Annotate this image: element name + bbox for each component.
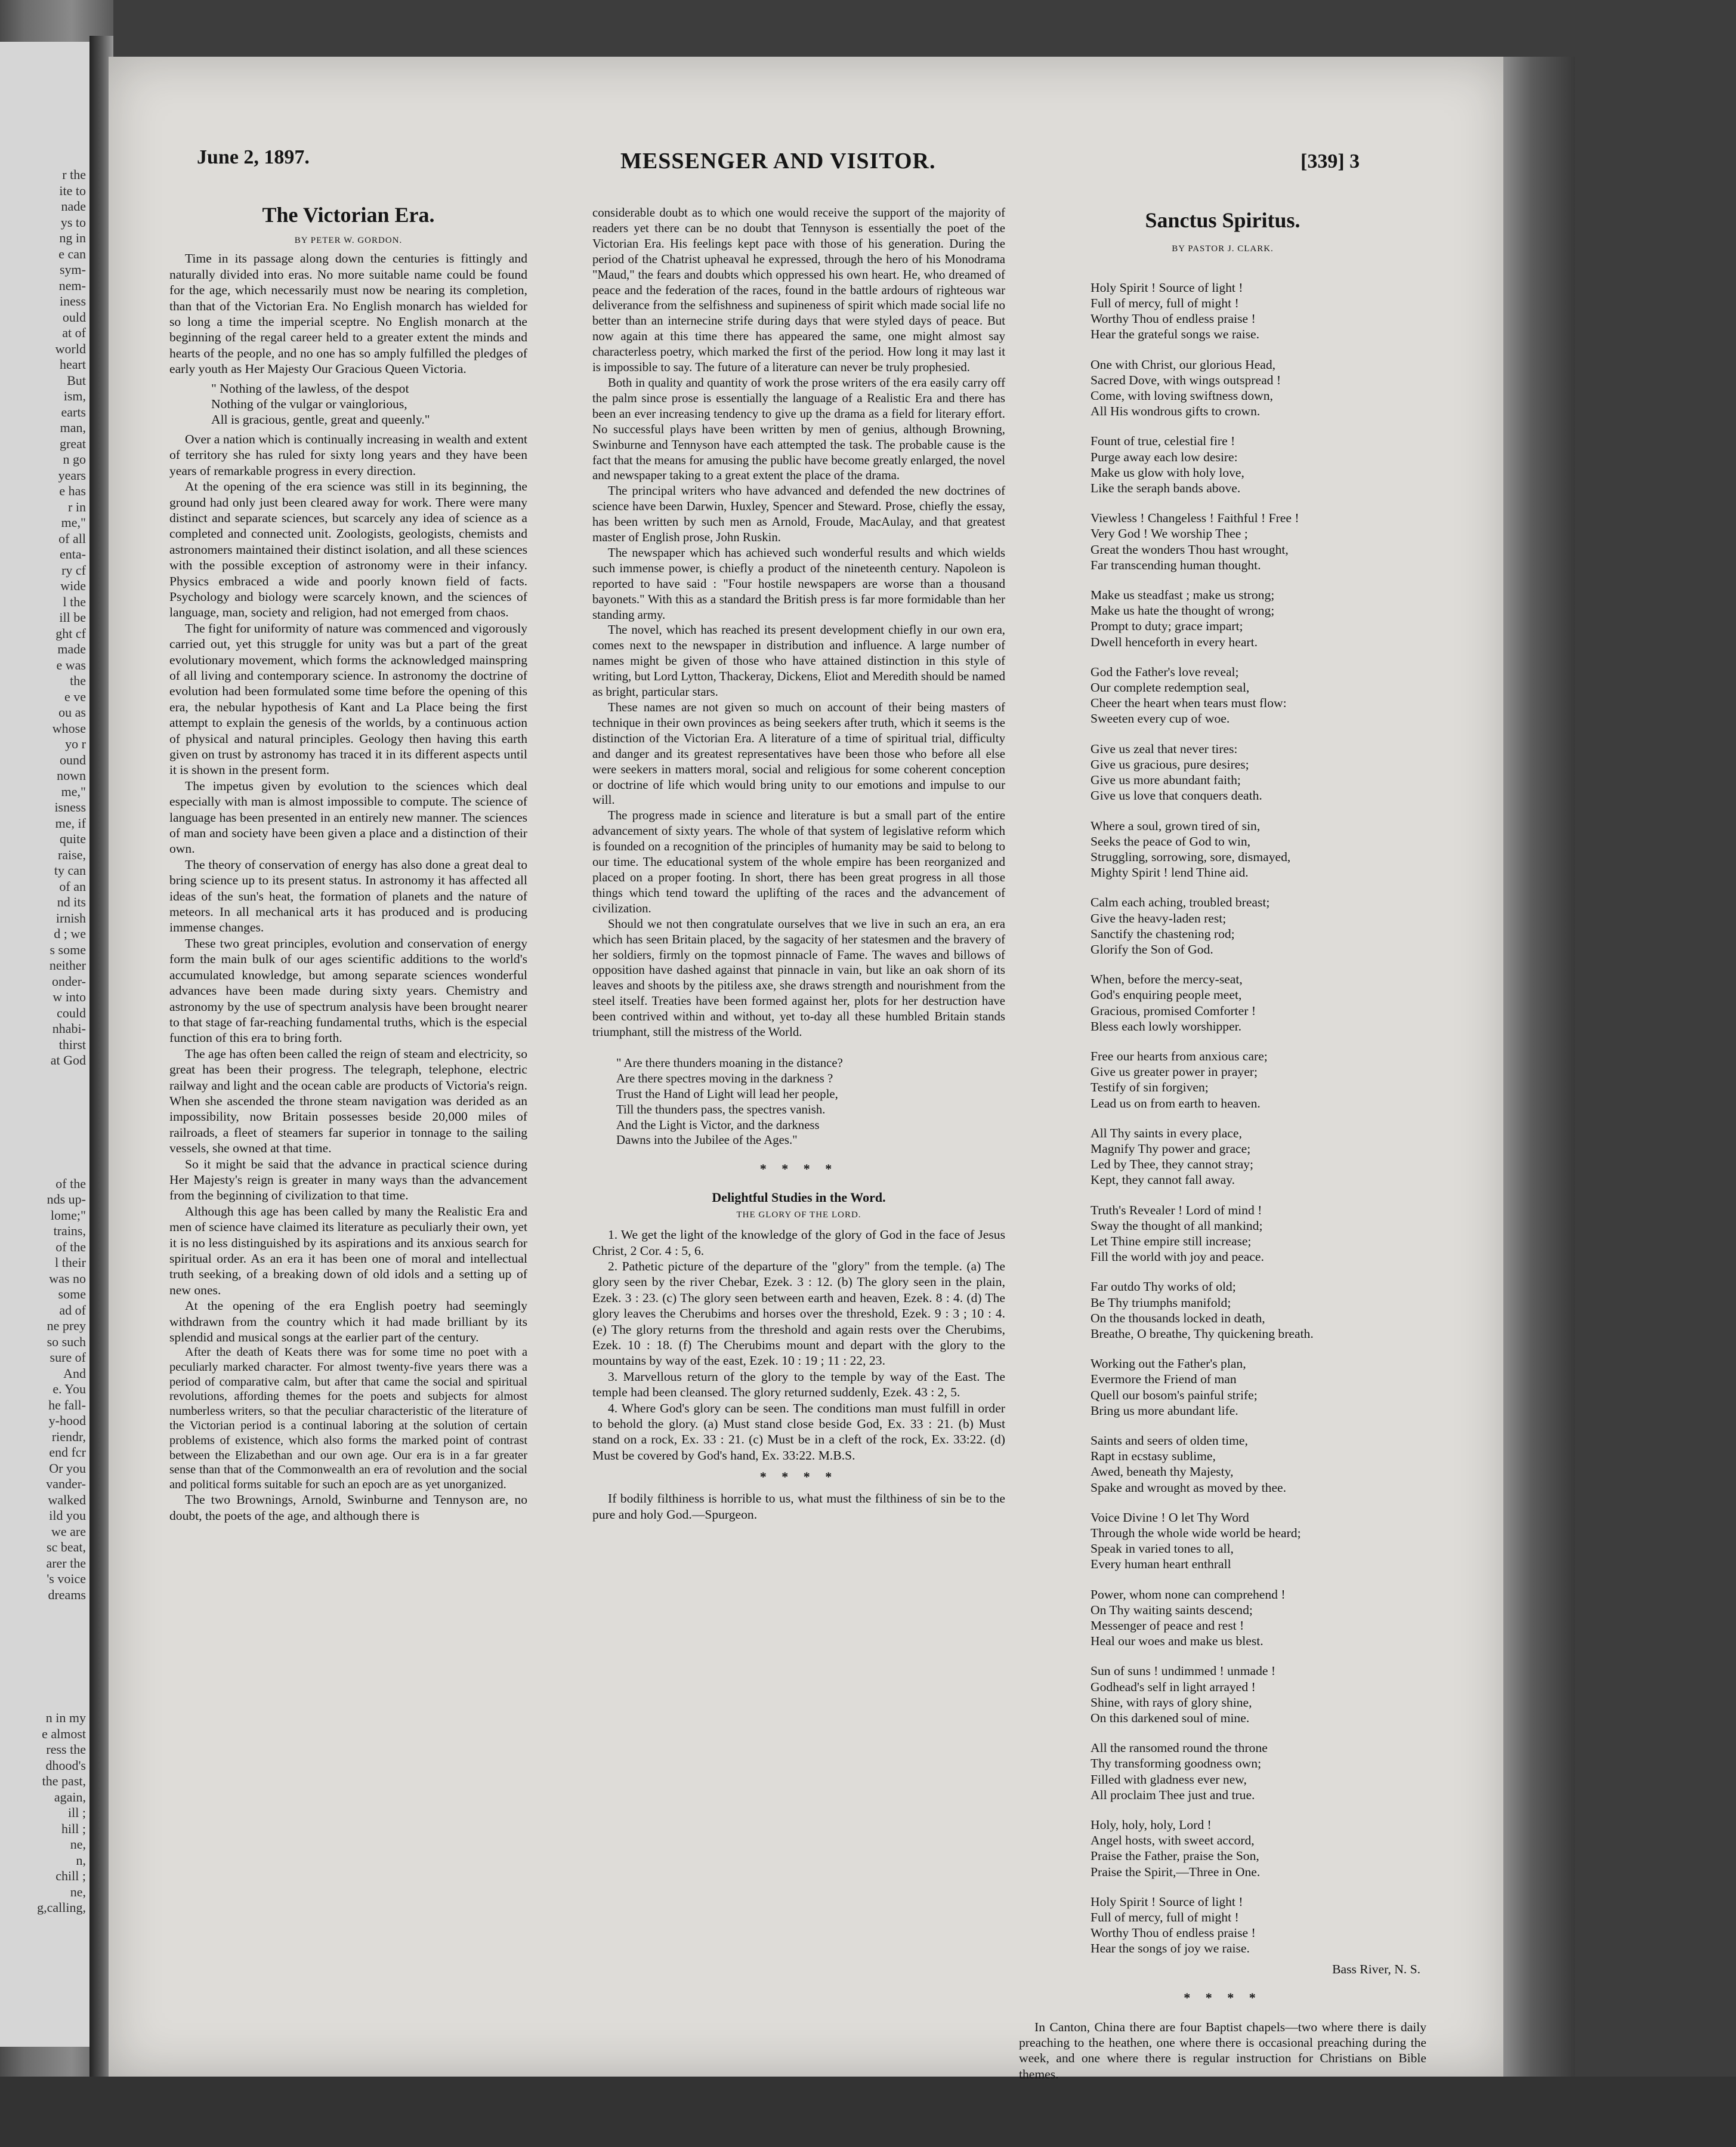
column-1 bbox=[169, 200, 527, 1523]
fragment-line: 's voice bbox=[47, 1571, 86, 1586]
fragment-line: l the bbox=[63, 594, 86, 609]
poem-body bbox=[1019, 280, 1426, 1957]
fragment-line: thirst bbox=[58, 1037, 86, 1052]
column-2 bbox=[592, 205, 1005, 1522]
fragment-line: wide bbox=[60, 578, 86, 593]
fragment-line: of an bbox=[59, 878, 86, 894]
poem-line: Viewless ! Changeless ! Faithful ! Free ! bbox=[1091, 511, 1299, 526]
fragment-line: ound bbox=[60, 752, 86, 767]
section-divider: * * * * bbox=[759, 1469, 838, 1485]
paragraph: Although this age has been called by many the Realistic Era and men of science have claimed its literature as peculiarly their own, yet it is no less distinguished by its aspirations and its anxious search for spiritual order. As an era it has been one of moral and intellectual truth seeking, of a breaking down of old idols and a setting up of new ones. bbox=[169, 1204, 527, 1297]
fragment-line: sure of bbox=[50, 1350, 86, 1365]
fragment-line: years bbox=[58, 467, 86, 483]
poem-line: Holy Spirit ! Source of light ! bbox=[1091, 1894, 1243, 1909]
fragment-line: quite bbox=[60, 831, 86, 846]
stanza bbox=[1091, 818, 1426, 881]
poem-line: Magnify Thy power and grace; bbox=[1091, 1141, 1251, 1156]
masthead-title: MESSENGER AND VISITOR. bbox=[620, 149, 936, 174]
poem-line: Messenger of peace and rest ! bbox=[1091, 1618, 1244, 1633]
poem-line: God's enquiring people meet, bbox=[1091, 988, 1242, 1002]
fragment-line: ne, bbox=[70, 1884, 86, 1899]
fragment-line: man, bbox=[60, 420, 86, 435]
poem-line: Spake and wrought as moved by thee. bbox=[1091, 1480, 1287, 1495]
fragment-line: me, if bbox=[55, 815, 86, 831]
paragraph: The novel, which has reached its present development chiefly in our own era, comes next to the newspaper in distribution and influence. A large number of names might be given of those who have attained distinction in this style of writing, but Lord Lytton, Thackeray, Dickens, Eliot and Meredith should be named as bright, particular stars. bbox=[592, 623, 1005, 699]
poem-line: Bring us more abundant life. bbox=[1091, 1403, 1238, 1418]
list-item: 2. Pathetic picture of the departure of the "glory" from the temple. (a) The glory seen by the river Chebar, Ezek. 3 : 12. (b) The glory seen in the plain, Ezek. 3 : 23. (c) The glory seen between earth and heaven, Ezek. 8 : 4. (d) The glory leaves the Cherubims and horses over the threshold, Ezek. 9 : 3 ; 10 : 4. (e) The glory returns from the threshold and again rests over the Cherubims, Ezek. 10 : 18. (f) The Cherubims mount and depart with the glory to the mountains by way of the east, Ezek. 10 : 19 ; 11 : 22, 23. bbox=[592, 1258, 1005, 1368]
poem-line: Bless each lowly worshipper. bbox=[1091, 1019, 1242, 1034]
poem-line: Quell our bosom's painful strife; bbox=[1091, 1387, 1258, 1402]
fragment-line: sym- bbox=[60, 262, 86, 277]
stanza bbox=[1091, 1279, 1426, 1341]
verse-line: Nothing of the vulgar or vainglorious, bbox=[211, 397, 407, 412]
poem-line: Give us gracious, pure desires; bbox=[1091, 757, 1249, 772]
fragment-line: he fall- bbox=[48, 1397, 86, 1412]
fragment-line: ill ; bbox=[68, 1805, 86, 1820]
fragment-line: me," bbox=[61, 783, 86, 799]
stanza bbox=[1091, 1894, 1426, 1957]
poem-line: Where a soul, grown tired of sin, bbox=[1091, 818, 1261, 833]
fragment-line: ite to bbox=[59, 183, 86, 198]
list-item: 1. We get the light of the knowledge of the glory of God in the face of Jesus Christ, 2 Cor. 4 : 5, 6. bbox=[592, 1227, 1005, 1258]
poem-line: Working out the Father's plan, bbox=[1091, 1356, 1246, 1371]
poem-line: All the ransomed round the throne bbox=[1091, 1741, 1268, 1756]
verse-line: And the Light is Victor, and the darkness bbox=[616, 1118, 820, 1132]
poem-line: Fill the world with joy and peace. bbox=[1091, 1250, 1264, 1264]
fragment-line: so such bbox=[47, 1334, 86, 1349]
poem-line: Power, whom none can comprehend ! bbox=[1091, 1587, 1286, 1602]
fragment-line: at of bbox=[62, 325, 86, 340]
previous-page-fragments bbox=[37, 167, 86, 1916]
poem-line: Led by Thee, they cannot stray; bbox=[1091, 1157, 1254, 1172]
paragraph: Both in quality and quantity of work the prose writers of the era easily carry off the palm since prose is essentially the language of a Realistic Era and there has been an ever increasing tendency to give up the drama as a field for literary effort. No successful plays have been written by men of genius, although Browning, Swinburne and Tennyson have each attempted the task. The probable cause is the fact that the means for amusing the public have become greatly enlarged, the novel and newspaper taking to a great extent the place of the drama. bbox=[592, 375, 1005, 483]
paragraph: The progress made in science and literature is but a small part of the entire advancement of sixty years. The whole of that system of legislative reform which is founded on a recognition of the principles of humanity may be said to belong to our time. The educational system of the whole empire has been reorganized and placed on a proper footing. In short, there has been great progress in all those things which tend toward the uplifting of the races and the advancement of civilization. bbox=[592, 809, 1005, 915]
poem-line: Be Thy triumphs manifold; bbox=[1091, 1295, 1231, 1310]
column-3 bbox=[1019, 200, 1426, 2082]
paragraph: At the opening of the era science was still in its beginning, the ground had only just been cleared away for work. There were many distinct and separate sciences, but scarcely any idea of science as a completed and connected unit. Zoologists, geologists, chemists and astronomers maintained their distinct isolation, and all these sciences with the possible exception of astronomy were in their infancy. Physics embraced a wide and poorly known field of facts. Psychology and biology were scarcely known, and the sciences of language, man, society and religion, had not emerged from chaos. bbox=[169, 479, 527, 620]
poem-line: Evermore the Friend of man bbox=[1091, 1372, 1237, 1387]
poem-line: Prompt to duty; grace impart; bbox=[1091, 619, 1243, 634]
poem-line: All Thy saints in every place, bbox=[1091, 1125, 1242, 1140]
fragment-line: ne prey bbox=[47, 1318, 86, 1333]
stanza bbox=[1091, 510, 1426, 573]
poem-line: Far transcending human thought. bbox=[1091, 557, 1261, 572]
poem-line: God the Father's love reveal; bbox=[1091, 664, 1239, 679]
poem-line: Give the heavy-laden rest; bbox=[1091, 911, 1227, 926]
fragment-line: was no bbox=[49, 1270, 86, 1286]
poem-line: Free our hearts from anxious care; bbox=[1091, 1048, 1268, 1063]
article-subtitle: THE GLORY OF THE LORD. bbox=[736, 1210, 861, 1220]
paragraph: considerable doubt as to which one would receive the support of the majority of readers yet there can be no doubt that Tennyson is essentially the poet of the Victorian Era. His feelings kept pace with those of his generation. During the period of the Chatrist upheaval he expressed, through the hero of his Monodrama "Maud," the fears and doubts which oppressed his own heart. He, who dreamed of peace and the federation of the races, found in the battle ardours of righteous war deliverance from the selfishness and supineness of spirit which made social life no better than an internecine strife during days that were styled days of peace. But now again at this time there has appeared the same, one might almost say characterless poetry, which marked the first of the period. How long it may last it is impossible to say. The future of a literature can never be truly prophesied. bbox=[592, 206, 1005, 375]
poem-line: Cheer the heart when tears must flow: bbox=[1091, 696, 1287, 711]
poem-line: Worthy Thou of endless praise ! bbox=[1091, 311, 1256, 326]
fragment-line: hill ; bbox=[61, 1821, 86, 1836]
poem-line: Calm each aching, troubled breast; bbox=[1091, 895, 1270, 910]
book-page-edges bbox=[1503, 57, 1575, 2077]
poem-line: Let Thine empire still increase; bbox=[1091, 1233, 1252, 1248]
fragment-line: d ; we bbox=[54, 926, 86, 941]
poem-line: Very God ! We worship Thee ; bbox=[1091, 526, 1248, 541]
fragment-line: n go bbox=[63, 452, 86, 467]
fragment-line: world bbox=[55, 341, 86, 356]
poem-line: Mighty Spirit ! lend Thine aid. bbox=[1091, 865, 1249, 880]
fragment-line: of the bbox=[55, 1176, 86, 1191]
fragment-line: enta- bbox=[60, 547, 86, 562]
fragment-line: ne, bbox=[70, 1837, 86, 1852]
fragment-line: r the bbox=[62, 167, 86, 182]
poem-line: Fount of true, celestial fire ! bbox=[1091, 434, 1235, 449]
verse-line: All is gracious, gentle, great and queenly." bbox=[211, 412, 430, 427]
poem-line: On the thousands locked in death, bbox=[1091, 1310, 1265, 1325]
poem-line: Full of mercy, full of might ! bbox=[1091, 1910, 1239, 1925]
article-title: Delightful Studies in the Word. bbox=[712, 1190, 886, 1205]
fragment-line: at God bbox=[50, 1053, 86, 1068]
poem-line: Truth's Revealer ! Lord of mind ! bbox=[1091, 1202, 1262, 1217]
news-note: In Canton, China there are four Baptist chapels—two where there is daily preaching to the heathen, one where there is occasional preaching during the week, and one where there is regular instruction for Christians on Bible themes. bbox=[1019, 2019, 1426, 2081]
fragment-line: And bbox=[63, 1365, 86, 1381]
fragment-line: the bbox=[70, 673, 86, 688]
paragraph: After the death of Keats there was for some time no poet with a peculiarly marked character. For almost twenty-five years there was a period of comparative calm, but after that came the social and spiritual revolutions, affording themes for the poets and subjects for almost numberless writers, so that the peculiar characteristic of the literature of the Victorian period is a continual laboring at the solution of certain problems of existence, which also forms the marked point of contrast between the Elizabethan and our own age. Our era is in a far greater sense than that of the Commonwealth an era of revolution and the social and political forms suitable for such an epoch are as yet unorganized. bbox=[169, 1346, 527, 1491]
verse-line: " Are there thunders moaning in the distance? bbox=[616, 1056, 843, 1070]
fragment-line: walked bbox=[48, 1492, 86, 1507]
fragment-line: ry cf bbox=[61, 562, 86, 578]
poem-line: Every human heart enthrall bbox=[1091, 1557, 1231, 1572]
fragment-line: the past, bbox=[42, 1773, 86, 1788]
fragment-line: ad of bbox=[59, 1302, 86, 1318]
poem-byline: BY PASTOR J. CLARK. bbox=[1172, 244, 1274, 254]
poem-line: Kept, they cannot fall away. bbox=[1091, 1173, 1235, 1187]
paragraph: The theory of conservation of energy has also done a great deal to bring science up to its present status. In astronomy it has affected all ideas of the sun's heat, the formation of planets and the nature of meteors. In all mechanical arts it has produced and is producing immense changes. bbox=[169, 857, 527, 935]
poem-line: All His wondrous gifts to crown. bbox=[1091, 404, 1261, 419]
fragment-line: of all bbox=[58, 530, 86, 546]
fragment-line: sc beat, bbox=[47, 1540, 86, 1554]
stanza bbox=[1091, 1125, 1426, 1188]
poem-line: Struggling, sorrowing, sore, dismayed, bbox=[1091, 849, 1291, 864]
fragment-line: of the bbox=[55, 1239, 86, 1254]
poem-line: Seeks the peace of God to win, bbox=[1091, 834, 1251, 849]
article-byline: BY PETER W. GORDON. bbox=[294, 236, 403, 245]
fragment-line: whose bbox=[52, 720, 86, 736]
stanza bbox=[1091, 664, 1426, 727]
article-title: The Victorian Era. bbox=[262, 203, 435, 227]
poem-line: Give us greater power in prayer; bbox=[1091, 1065, 1258, 1079]
paragraph: These names are not given so much on account of their being masters of technique in their own provinces as being seekers after truth, which it seems is the distinction of the Victorian Era. A literature of a time of spiritual trial, difficulty and danger and its greatest representatives have been those who before all else were seekers in matters moral, social and religious for some coherent conception or doctrine of life which would bring unity to our emotions and impulse to our will. bbox=[592, 701, 1005, 807]
fragment-line: could bbox=[57, 1005, 86, 1020]
fragment-line: made bbox=[57, 641, 86, 656]
fragment-line: e can bbox=[58, 246, 86, 261]
poem-line: Great the wonders Thou hast wrought, bbox=[1091, 542, 1289, 557]
poem-line: Angel hosts, with sweet accord, bbox=[1091, 1833, 1255, 1848]
poem-line: Shine, with rays of glory shine, bbox=[1091, 1695, 1252, 1710]
fragment-line: r in bbox=[68, 499, 86, 514]
quoted-verse bbox=[616, 1056, 1005, 1148]
scan-background-bottom bbox=[0, 2077, 1736, 2147]
poem-line: Far outdo Thy works of old; bbox=[1091, 1279, 1236, 1294]
fragment-line: we are bbox=[51, 1523, 86, 1539]
poem-line: Voice Divine ! O let Thy Word bbox=[1091, 1510, 1249, 1525]
fragment-line: great bbox=[60, 436, 86, 451]
fragment-line: l their bbox=[55, 1255, 86, 1270]
verse-line: Till the thunders pass, the spectres vanish. bbox=[616, 1102, 826, 1116]
fragment-line: dreams bbox=[48, 1587, 86, 1602]
fragment-line: lome;" bbox=[50, 1207, 86, 1223]
fragment-line: n, bbox=[76, 1852, 86, 1868]
paragraph: Over a nation which is continually increasing in wealth and extent of territory she has ruled for sixty long years and they have been years of remarkable progress in every direction. bbox=[169, 431, 527, 478]
issue-date: June 2, 1897. bbox=[197, 146, 310, 168]
poem-line: Heal our woes and make us blest. bbox=[1091, 1634, 1264, 1649]
fragment-line: some bbox=[58, 1287, 86, 1301]
paragraph: The newspaper which has achieved such wonderful results and which wields such immense power, is chiefly a product of the nineteenth century. Napoleon is reported to have said : "Four hostile newspapers are worse than a thousand bayonets." With this as a standard the British press is far more formidable than her standing army. bbox=[592, 545, 1005, 622]
poem-line: Holy Spirit ! Source of light ! bbox=[1091, 280, 1243, 295]
verse-line: Are there spectres moving in the darkness ? bbox=[616, 1071, 833, 1085]
fragment-line: Or you bbox=[49, 1460, 86, 1476]
poem-line: Full of mercy, full of might ! bbox=[1091, 296, 1239, 311]
fragment-line: nade bbox=[61, 199, 86, 214]
fragment-line: e. You bbox=[52, 1381, 86, 1396]
poem-line: Testify of sin forgiven; bbox=[1091, 1080, 1209, 1095]
poem-line: Breathe, O breathe, Thy quickening breath. bbox=[1091, 1326, 1314, 1341]
fragment-line: ng in bbox=[59, 230, 86, 245]
poem-line: Come, with loving swiftness down, bbox=[1091, 388, 1273, 403]
quoted-verse bbox=[211, 381, 527, 428]
quotation: If bodily filthiness is horrible to us, what must the filthiness of sin be to the pure and holy God.—Spurgeon. bbox=[592, 1491, 1005, 1522]
poem-line: Praise the Spirit,—Three in One. bbox=[1091, 1864, 1261, 1879]
paragraph: Time in its passage along down the centuries is fittingly and naturally divided into eras. No more suitable name could be found for the age, which necessarily must now be nearing its completion, than that of the Victorian Era. No English monarch has wielded for so long a time the imperial sceptre. No English monarch at the beginning of the regal career held to a greater extent the minds and hearts of the people, and no one has so amply fulfilled the pledges of early youth as Her Majesty Our Gracious Queen Victoria. bbox=[169, 251, 527, 377]
poem-line: Dwell henceforth in every heart. bbox=[1091, 634, 1258, 649]
fragment-line: ty can bbox=[54, 863, 86, 878]
previous-page-edge bbox=[0, 42, 89, 2047]
fragment-line: ild you bbox=[49, 1508, 86, 1523]
poem-line: Rapt in ecstasy sublime, bbox=[1091, 1449, 1216, 1464]
fragment-line: nd its bbox=[57, 894, 86, 909]
stanza bbox=[1091, 1433, 1426, 1495]
poem-line: Sun of suns ! undimmed ! unmade ! bbox=[1091, 1664, 1276, 1679]
poem-line: Hear the songs of joy we raise. bbox=[1091, 1941, 1250, 1956]
poem-line: Purge away each low desire: bbox=[1091, 449, 1238, 464]
stanza bbox=[1091, 971, 1426, 1034]
fragment-line bbox=[37, 1069, 86, 1176]
stanza bbox=[1091, 433, 1426, 496]
poem-line: On Thy waiting saints descend; bbox=[1091, 1602, 1253, 1617]
poem-line: Make us hate the thought of wrong; bbox=[1091, 603, 1275, 618]
poem-line: Sweeten every cup of woe. bbox=[1091, 711, 1230, 726]
page-number: [339] 3 bbox=[1301, 150, 1360, 172]
poem-line: Speak in varied tones to all, bbox=[1091, 1541, 1234, 1556]
poem-line: On this darkened soul of mine. bbox=[1091, 1711, 1250, 1726]
poem-line: Our complete redemption seal, bbox=[1091, 680, 1250, 695]
fragment-line: chill ; bbox=[55, 1868, 86, 1883]
stanza bbox=[1091, 587, 1426, 650]
fragment-line: ould bbox=[62, 309, 86, 325]
poem-line: Make us steadfast ; make us strong; bbox=[1091, 588, 1275, 603]
fragment-line: n in my bbox=[45, 1710, 86, 1725]
poem-line: All proclaim Thee just and true. bbox=[1091, 1787, 1255, 1802]
fragment-line: dhood's bbox=[45, 1757, 86, 1773]
poem-line: Hear the grateful songs we raise. bbox=[1091, 327, 1260, 342]
fragment-line: neither bbox=[49, 958, 86, 973]
fragment-line: ress the bbox=[46, 1742, 86, 1757]
fragment-line: me," bbox=[61, 515, 86, 530]
fragment-line: iness bbox=[60, 294, 86, 309]
stanza bbox=[1091, 1048, 1426, 1111]
fragment-line: ill be bbox=[59, 610, 86, 625]
poem-title: Sanctus Spiritus. bbox=[1145, 208, 1301, 232]
fragment-line: end fcr bbox=[49, 1445, 86, 1460]
fragment-line: e ve bbox=[64, 689, 86, 704]
poem-line: Lead us on from earth to heaven. bbox=[1091, 1096, 1261, 1110]
stanza bbox=[1091, 280, 1426, 343]
poem-line: Through the whole wide world be heard; bbox=[1091, 1526, 1301, 1541]
fragment-line: isness bbox=[54, 800, 86, 815]
paragraph: These two great principles, evolution and conservation of energy form the main bulk of our ages scientific additions to the world's accumulated knowledge, but among separate sciences wonderful advances have been made during sixty years. Chemistry and astronomy by the use of spectrum analysis have been brought nearer to that stage of far-reaching fundamental truths, which is the especial function of this era to bring forth. bbox=[169, 936, 527, 1045]
stanza bbox=[1091, 1510, 1426, 1572]
fragment-line: e was bbox=[56, 657, 86, 673]
fragment-line: again, bbox=[54, 1789, 86, 1804]
list-item: 3. Marvellous return of the glory to the temple by way of the East. The temple had been cleansed. The glory returned suddenly, Ezek. 43 : 2, 5. bbox=[592, 1369, 1005, 1400]
fragment-line: raise, bbox=[57, 847, 86, 862]
paragraph: At the opening of the era English poetry had seemingly withdrawn from the country which it had made brilliant by its splendid and musical songs at the earlier part of the century. bbox=[169, 1298, 527, 1345]
poem-line: Sacred Dove, with wings outspread ! bbox=[1091, 372, 1281, 387]
fragment-line: y-hood bbox=[48, 1413, 86, 1428]
stanza bbox=[1091, 1202, 1426, 1265]
poem-line: Give us more abundant faith; bbox=[1091, 773, 1241, 788]
poem-line: Gracious, promised Comforter ! bbox=[1091, 1003, 1256, 1018]
verse-line: " Nothing of the lawless, of the despot bbox=[211, 381, 409, 396]
fragment-line: s some bbox=[50, 942, 86, 957]
fragment-line: g,calling, bbox=[37, 1900, 86, 1915]
stanza bbox=[1091, 1356, 1426, 1418]
fragment-line: w into bbox=[52, 989, 86, 1004]
poem-line: Sanctify the chastening rod; bbox=[1091, 926, 1235, 941]
poem-line: When, before the mercy-seat, bbox=[1091, 972, 1243, 987]
fragment-line: ism, bbox=[63, 388, 86, 403]
list-item: 4. Where God's glory can be seen. The conditions man must fulfill in order to behold the glory. (a) Must stand close beside God, Ex. 33 : 21. (b) Must stand on a rock, Ex. 33 : 21. (c) Must be in a cleft of the rock, Ex. 33:22. (d) Must be covered by God's hand, Ex. 33:22. M.B.S. bbox=[592, 1401, 1005, 1463]
paragraph: The fight for uniformity of nature was commenced and vigorously carried out, yet this struggle for unity was but a part of the great evolutionary movement, which forms the acknowledged mainspring of all living and contemporary science. In astronomy the doctrine of evolution had been formulated some time before the opening of this era, the nebular hypothesis of Kant and La Place being the first attempt to explain the genesis of the worlds, by a continuous action of physical and natural principles. Geology then having this earth given on trust by astronomy has traced it in its different aspects until it is shown in the present form. bbox=[169, 621, 527, 778]
stanza bbox=[1091, 741, 1426, 804]
poem-line: Thy transforming goodness own; bbox=[1091, 1756, 1262, 1771]
stanza bbox=[1091, 1587, 1426, 1649]
poem-line: Glorify the Son of God. bbox=[1091, 942, 1213, 957]
poem-line: Give us love that conquers death. bbox=[1091, 788, 1262, 803]
fragment-line: yo r bbox=[65, 736, 86, 751]
fragment-line bbox=[37, 1603, 86, 1710]
fragment-line: nds up- bbox=[47, 1192, 86, 1207]
fragment-line: nhabi- bbox=[52, 1021, 86, 1036]
poem-line: Give us zeal that never tires: bbox=[1091, 741, 1238, 756]
paragraph: The age has often been called the reign of steam and electricity, so great has been their progress. The telegraph, telephone, electric railway and light and the ocean cable are products of Victoria's reign. When she ascended the throne steam navigation was derided as an impossibility, now Britain possesses beside 20,000 miles of railroads, a fleet of steamers far superior in tonnage to the sailing vessels, she owned at that time. bbox=[169, 1046, 527, 1156]
poem-line: Worthy Thou of endless praise ! bbox=[1091, 1926, 1256, 1941]
fragment-line: heart bbox=[60, 357, 86, 372]
poem-line: Sway the thought of all mankind; bbox=[1091, 1218, 1263, 1233]
fragment-line: ys to bbox=[60, 214, 86, 230]
poem-line: Saints and seers of olden time, bbox=[1091, 1433, 1248, 1448]
stanza bbox=[1091, 357, 1426, 419]
fragment-line: nem- bbox=[58, 277, 86, 293]
verse-line: Trust the Hand of Light will lead her people, bbox=[616, 1087, 838, 1101]
poem-line: Filled with gladness ever new, bbox=[1091, 1772, 1247, 1787]
section-divider: * * * * bbox=[1184, 1990, 1262, 2006]
fragment-line: But bbox=[67, 372, 86, 388]
paragraph: Should we not then congratulate ourselves that we live in such an era, an era which has seen Britain placed, by the sagacity of her statesmen and the bravery of her soldiers, firmly on the topmost pinnacle of Fame. The waves and billows of opposition have dashed against that pinnacle in vain, but like an oak shorn of its leaves and shoots by the pitiless axe, she draws strength and nourishment from the steel itself. Treaties have been formed against her, plots for her destruction have been contrived within and without, yet to-day all these humbled Britain stands triumphant, still the mistress of the World. bbox=[592, 917, 1005, 1039]
section-divider: * * * * bbox=[759, 1161, 838, 1177]
paragraph: So it might be said that the advance in practical science during Her Majesty's reign is greater in many ways than the advancement from the beginning of civilization to that time. bbox=[169, 1156, 527, 1203]
fragment-line: e almost bbox=[42, 1726, 86, 1741]
poem-line: Like the seraph bands above. bbox=[1091, 481, 1241, 496]
poem-line: Make us glow with holy love, bbox=[1091, 465, 1244, 480]
stanza bbox=[1091, 1740, 1426, 1803]
poem-line: Holy, holy, holy, Lord ! bbox=[1091, 1818, 1212, 1833]
fragment-line: onder- bbox=[52, 973, 86, 989]
fragment-line: earts bbox=[61, 404, 86, 419]
poem-signature: Bass River, N. S. bbox=[1332, 1961, 1420, 1976]
poem-line: One with Christ, our glorious Head, bbox=[1091, 357, 1276, 372]
stanza bbox=[1091, 1663, 1426, 1726]
fragment-line: arer the bbox=[46, 1555, 86, 1571]
fragment-line: ght cf bbox=[55, 625, 86, 641]
fragment-line: irnish bbox=[55, 910, 86, 926]
fragment-line: trains, bbox=[53, 1223, 86, 1238]
paragraph: The principal writers who have advanced and defended the new doctrines of science have been Darwin, Huxley, Spencer and Steward. Prose, chiefly the essay, has been written by such men as Arnold, Froude, MacAulay, and that greatest master of English prose, John Ruskin. bbox=[592, 484, 1005, 545]
poem-line: Godhead's self in light arrayed ! bbox=[1091, 1679, 1256, 1694]
stanza bbox=[1091, 894, 1426, 957]
stanza bbox=[1091, 1817, 1426, 1880]
fragment-line: riendr, bbox=[51, 1429, 86, 1444]
poem-line: Praise the Father, praise the Son, bbox=[1091, 1849, 1259, 1864]
fragment-line: e has bbox=[59, 483, 86, 498]
fragment-line: nown bbox=[57, 768, 86, 783]
paragraph: The two Brownings, Arnold, Swinburne and Tennyson are, no doubt, the poets of the age, and although there is bbox=[169, 1492, 527, 1523]
verse-line: Dawns into the Jubilee of the Ages." bbox=[616, 1133, 798, 1147]
poem-line: Awed, beneath thy Majesty, bbox=[1091, 1464, 1234, 1479]
paragraph: The impetus given by evolution to the sciences which deal especially with man is almost impossible to compute. The science of language has been presented in an entirely new manner. The sciences of man and society have been given a place and a distinction of their own. bbox=[169, 778, 527, 856]
fragment-line: vander- bbox=[46, 1476, 86, 1491]
fragment-line: ou as bbox=[58, 705, 86, 720]
